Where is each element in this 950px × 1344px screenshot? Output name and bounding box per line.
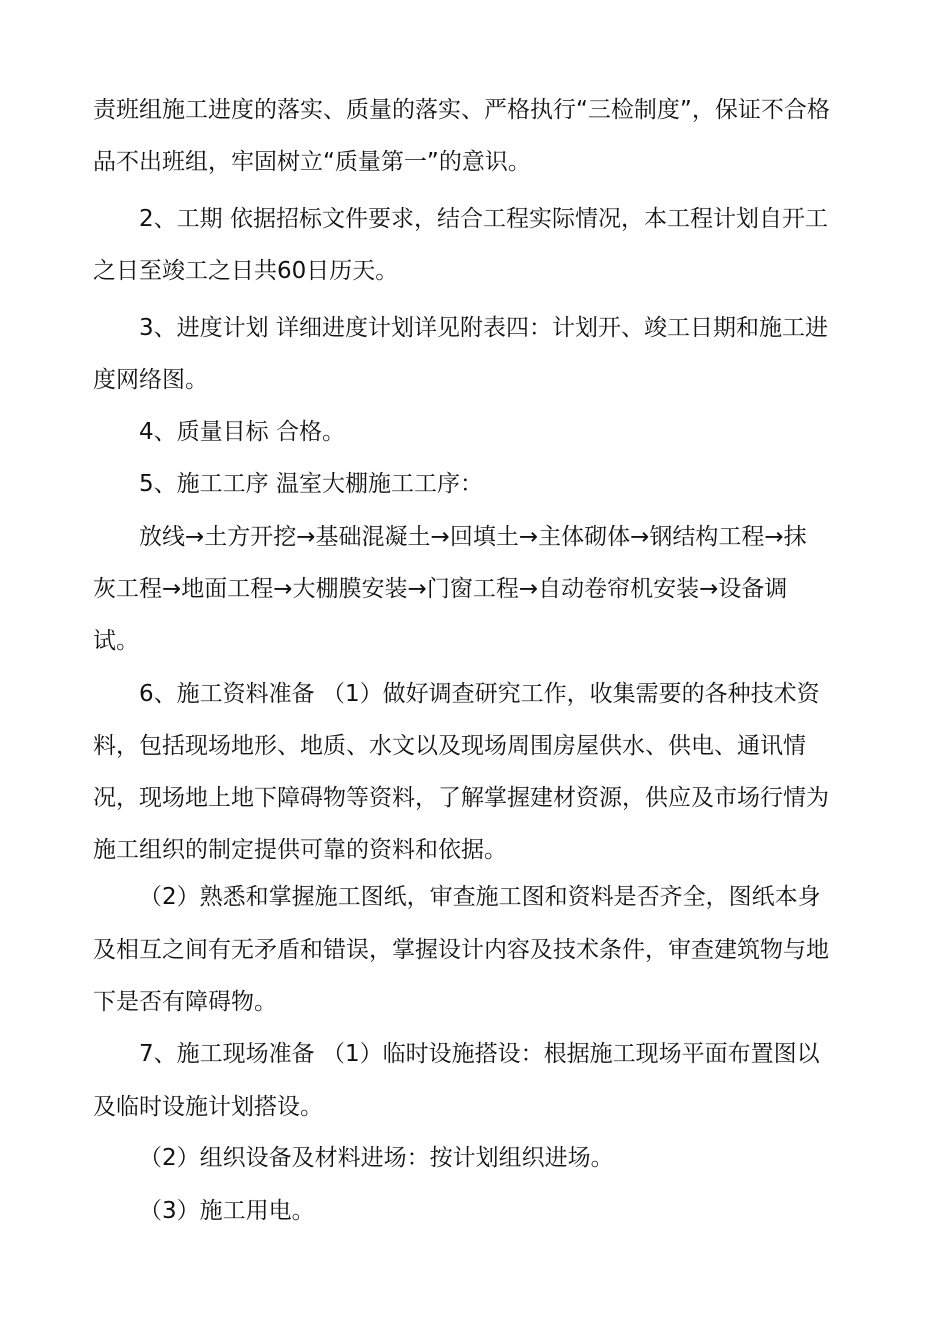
paragraph-line: 施工组织的制定提供可靠的资料和依据。 bbox=[93, 837, 507, 863]
paragraph-line: 下是否有障碍物。 bbox=[93, 989, 277, 1015]
paragraph-line: 料，包括现场地形、地质、水文以及现场周围房屋供水、供电、通讯情 bbox=[93, 733, 806, 759]
paragraph-line: （2）组织设备及材料进场：按计划组织进场。 bbox=[139, 1145, 614, 1171]
paragraph-line: 3、进度计划 详细进度计划详见附表四：计划开、竣工日期和施工进 bbox=[139, 315, 828, 341]
paragraph-line: 况，现场地上地下障碍物等资料，了解掌握建材资源，供应及市场行情为 bbox=[93, 785, 829, 811]
paragraph-line: 灰工程→地面工程→大棚膜安装→门窗工程→自动卷帘机安装→设备调 bbox=[93, 576, 788, 602]
paragraph-line: 2、工期 依据招标文件要求，结合工程实际情况，本工程计划自开工 bbox=[139, 206, 828, 232]
paragraph-line: 品不出班组，牢固树立“质量第一”的意识。 bbox=[93, 149, 531, 175]
paragraph-line: 试。 bbox=[93, 628, 139, 654]
paragraph-line: 及临时设施计划搭设。 bbox=[93, 1094, 323, 1120]
paragraph-line: 及相互之间有无矛盾和错误，掌握设计内容及技术条件，审查建筑物与地 bbox=[93, 937, 829, 963]
paragraph-line: 责班组施工进度的落实、质量的落实、严格执行“三检制度”，保证不合格 bbox=[93, 97, 830, 123]
paragraph-line: 6、施工资料准备 （1）做好调查研究工作，收集需要的各种技术资 bbox=[139, 681, 820, 707]
paragraph-line: 7、施工现场准备 （1）临时设施搭设：根据施工现场平面布置图以 bbox=[139, 1041, 820, 1067]
paragraph-line: 放线→土方开挖→基础混凝土→回填土→主体砌体→钢结构工程→抹 bbox=[139, 524, 807, 550]
paragraph-line: 5、施工工序 温室大棚施工工序： bbox=[139, 471, 483, 497]
paragraph-line: 度网络图。 bbox=[93, 367, 208, 393]
paragraph-line: 之日至竣工之日共60日历天。 bbox=[93, 258, 399, 284]
paragraph-line: 4、质量目标 合格。 bbox=[139, 419, 345, 445]
paragraph-line: （2）熟悉和掌握施工图纸，审查施工图和资料是否齐全，图纸本身 bbox=[139, 884, 821, 910]
paragraph-line: （3）施工用电。 bbox=[139, 1198, 315, 1224]
